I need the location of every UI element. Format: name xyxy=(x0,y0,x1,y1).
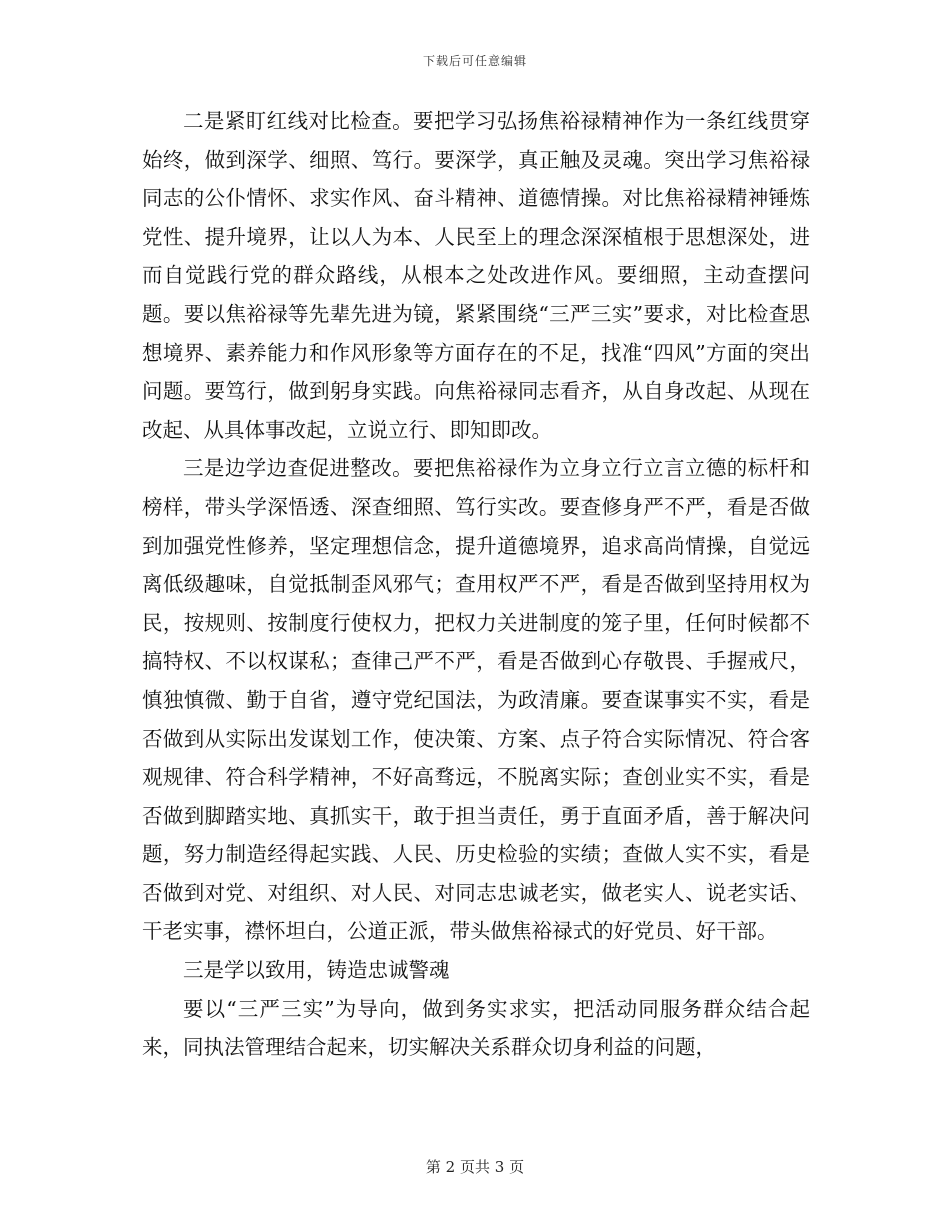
paragraph-study-and-rectify: 三是边学边查促进整改。要把焦裕禄作为立身立行立言立德的标杆和榜样，带头学深悟透、深查细照、笃行实改。要查修身严不严，看是否做到加强党性修养，坚定理想信念，提升道德境界，追求高尚情操，自觉远离低级趣味，自觉抵制歪风邪气；查用权严不严，看是否做到坚持用权为民，按规则、按制度行使权力，把权力关进制度的笼子里，任何时候都不搞特权、不以权谋私；查律己严不严，看是否做到心存敬畏、手握戒尺，慎独慎微、勤于自省，遵守党纪国法，为政清廉。要查谋事实不实，看是否做到从实际出发谋划工作，使决策、方案、点子符合实际情况、符合客观规律、符合科学精神，不好高骛远，不脱离实际；查创业实不实，看是否做到脚踏实地、真抓实干，敢于担当责任，勇于直面矛盾，善于解决问题，努力制造经得起实践、人民、历史检验的实绩；查做人实不实，看是否做到对党、对组织、对人民、对同志忠诚老实，做老实人、说老实话、干老实事，襟怀坦白，公道正派，带头做焦裕禄式的好党员、好干部。 xyxy=(142,456,810,944)
paragraph-section-heading: 三是学以致用，铸造忠诚警魂 xyxy=(183,958,450,983)
paragraph-red-line-check: 二是紧盯红线对比检查。要把学习弘扬焦裕禄精神作为一条红线贯穿始终，做到深学、细照、笃行。要深学，真正触及灵魂。突出学习焦裕禄同志的公仆情怀、求实作风、奋斗精神、道德情操。对比焦裕禄精神锤炼党性、提升境界，让以人为本、人民至上的理念深深植根于思想深处，进而自觉践行党的群众路线，从根本之处改进作风。要细照，主动查摆问题。要以焦裕禄等先辈先进为镜，紧紧围绕“三严三实”要求，对比检查思想境界、素养能力和作风形象等方面存在的不足，找准“四风”方面的突出问题。要笃行，做到躬身实践。向焦裕禄同志看齐，从自身改起、从现在改起、从具体事改起，立说立行、即知即改。 xyxy=(142,109,810,442)
paragraph-three-stricts: 要以“三严三实”为导向，做到务实求实，把活动同服务群众结合起来，同执法管理结合起来，切实解决关系群众切身利益的问题， xyxy=(142,996,810,1060)
page-number-footer: 第 2 页共 3 页 xyxy=(425,1158,525,1176)
document-body xyxy=(142,102,810,1067)
page-header: 下载后可任意编辑 xyxy=(422,54,527,68)
